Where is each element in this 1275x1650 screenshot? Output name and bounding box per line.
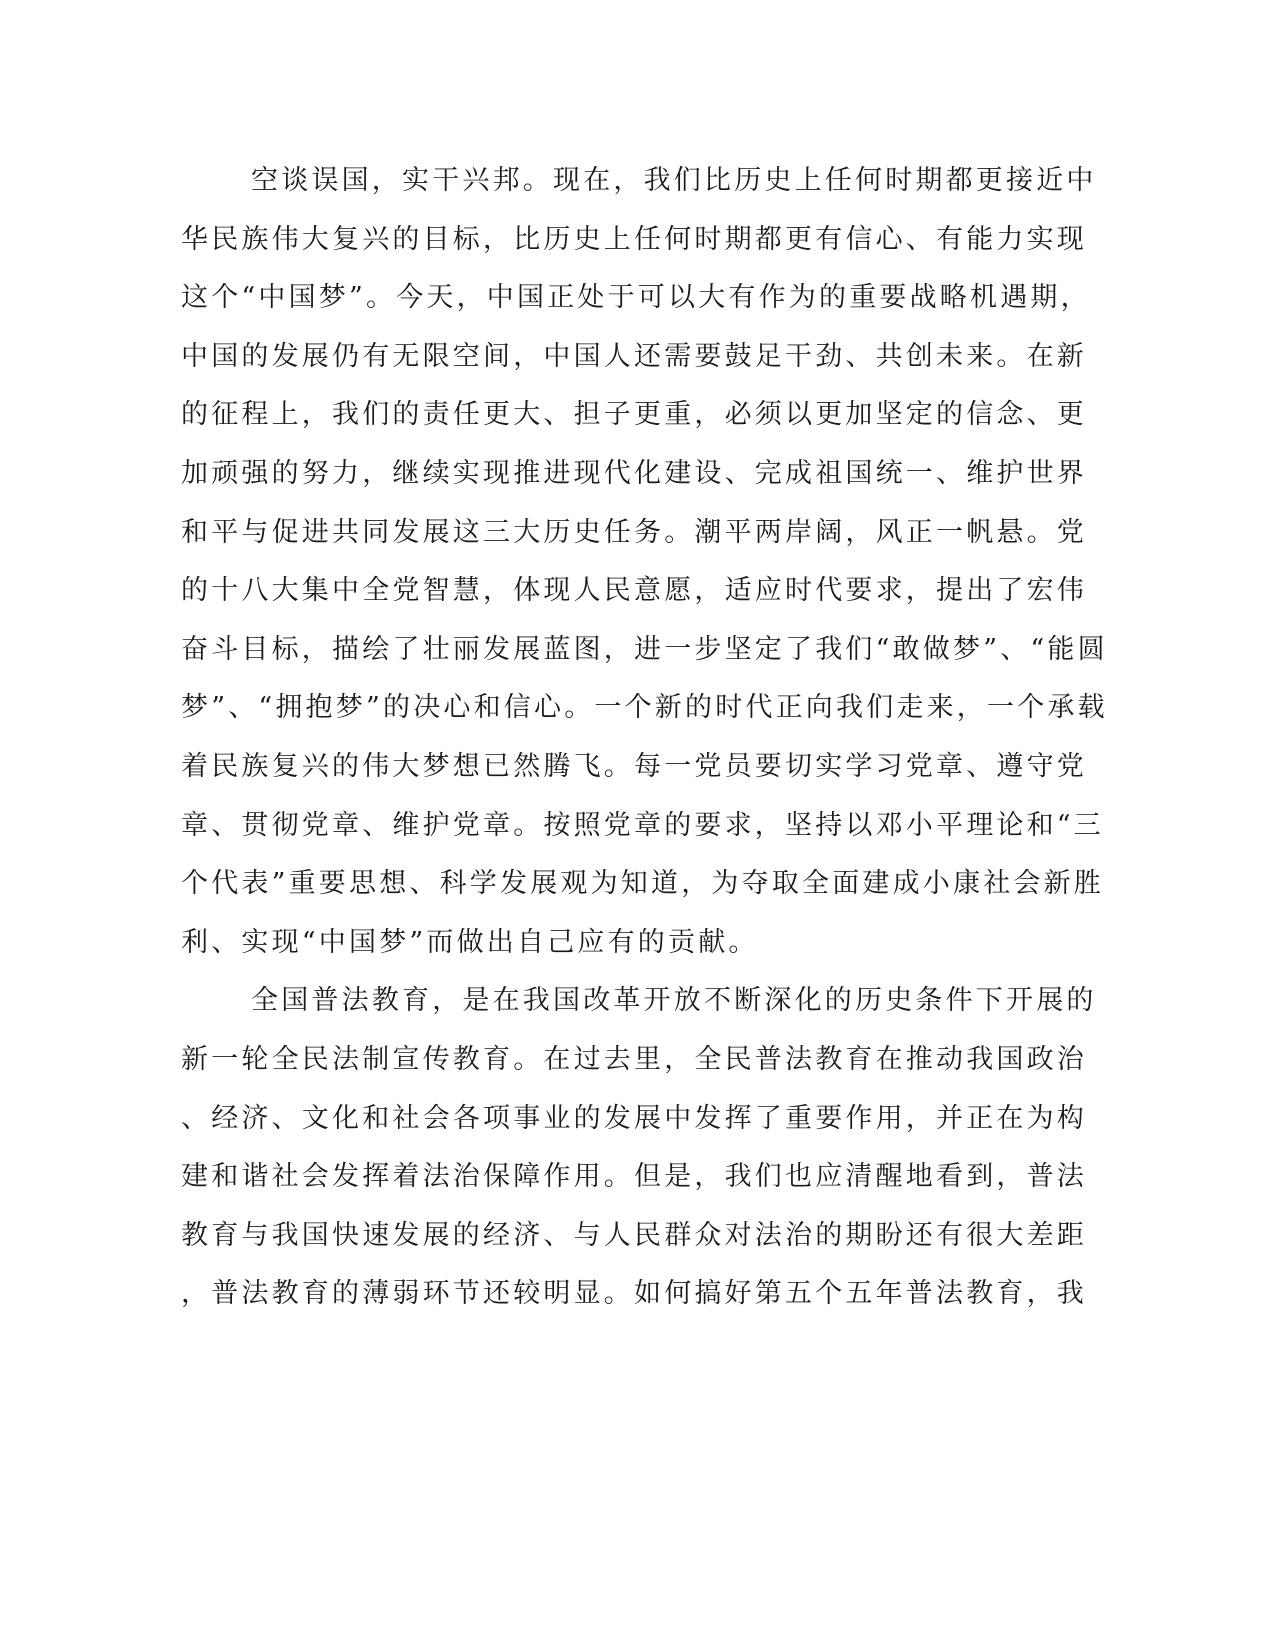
paragraph-line: 空谈误国，实干兴邦。现在，我们比历史上任何时期都更接近中 (251, 165, 1097, 196)
paragraph-line: 奋斗目标，描绘了壮丽发展蓝图，进一步坚定了我们“敢做梦”、“能圆 (181, 633, 1108, 665)
paragraph-line: 建和谐社会发挥着法治保障作用。但是，我们也应清醒地看到，普法 (181, 1161, 1087, 1193)
paragraph-line: 着民族复兴的伟大梦想已然腾飞。每一党员要切实学习党章、遵守党 (181, 750, 1087, 782)
paragraph-2 (181, 972, 1097, 1324)
paragraph-line: ，普法教育的薄弱环节还较明显。如何搞好第五个五年普法教育，我 (181, 1278, 1087, 1310)
paragraph-line: 加顽强的努力，继续实现推进现代化建设、完成祖国统一、维护世界 (181, 457, 1087, 489)
paragraph-line: 华民族伟大复兴的目标，比历史上任何时期都更有信心、有能力实现 (181, 223, 1087, 255)
paragraph-line: 全国普法教育，是在我国改革开放不断深化的历史条件下开展的 (251, 985, 1097, 1017)
paragraph-line: 新一轮全民法制宣传教育。在过去里，全民普法教育在推动我国政治 (181, 1043, 1087, 1075)
paragraph-line: 中国的发展仍有无限空间，中国人还需要鼓足干劲、共创未来。在新 (181, 340, 1087, 372)
paragraph-line: 章、贯彻党章、维护党章。按照党章的要求，坚持以邓小平理论和“三 (181, 809, 1105, 841)
paragraph-line: 的十八大集中全党智慧，体现人民意愿，适应时代要求，提出了宏伟 (181, 575, 1087, 607)
paragraph-line: 个代表”重要思想、科学发展观为知道，为夺取全面建成小康社会新胜 (181, 868, 1105, 900)
paragraph-line: 和平与促进共同发展这三大历史任务。潮平两岸阔，风正一帆悬。党 (181, 516, 1087, 548)
paragraph-line: 这个“中国梦”。今天，中国正处于可以大有作为的重要战略机遇期， (181, 282, 1091, 314)
paragraph-line: 利、实现“中国梦”而做出自己应有的贡献。 (181, 926, 759, 958)
paragraph-line: 教育与我国快速发展的经济、与人民群众对法治的期盼还有很大差距 (181, 1219, 1087, 1251)
paragraph-line: 、经济、文化和社会各项事业的发展中发挥了重要作用，并正在为构 (181, 1102, 1087, 1134)
paragraph-line: 的征程上，我们的责任更大、担子更重，必须以更加坚定的信念、更 (181, 399, 1087, 431)
paragraph-line: 梦”、“拥抱梦”的决心和信心。一个新的时代正向我们走来，一个承载 (181, 692, 1108, 724)
document-body (181, 152, 1108, 1324)
paragraph-1 (181, 152, 1108, 972)
